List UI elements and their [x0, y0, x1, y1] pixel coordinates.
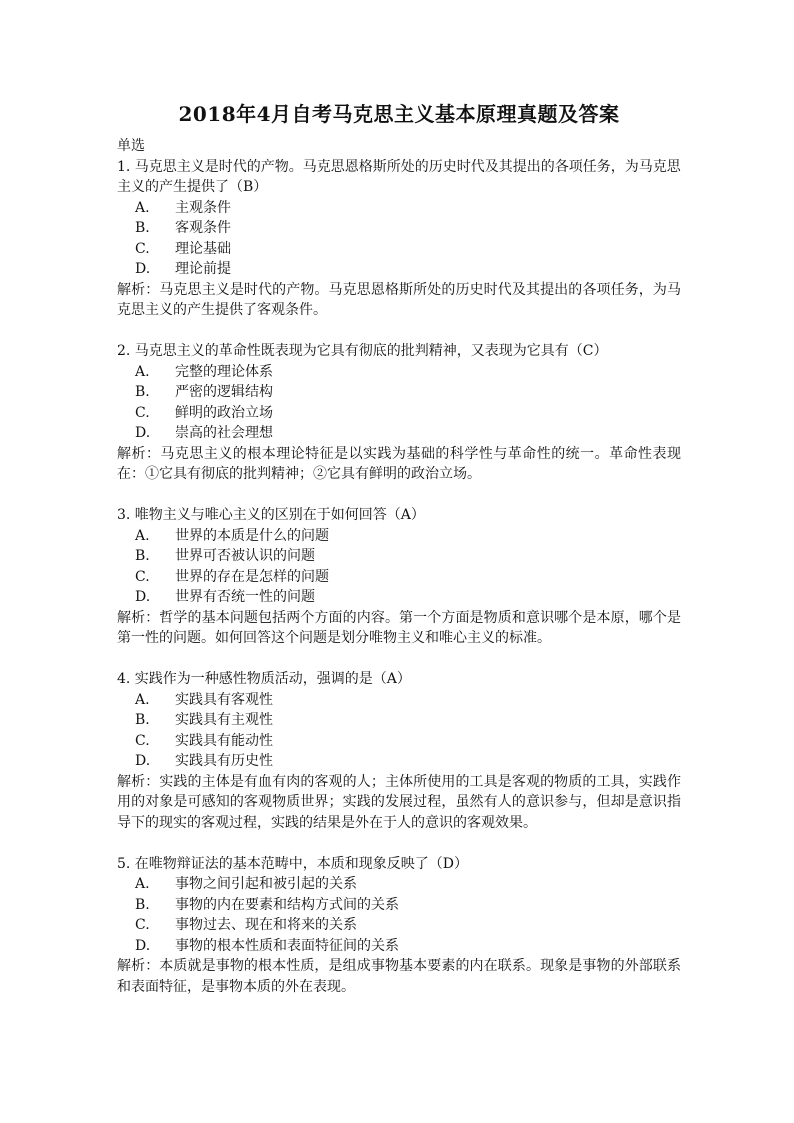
option-text: 严密的逻辑结构: [175, 384, 273, 400]
option-letter: A.: [135, 199, 150, 216]
option-letter: C.: [135, 917, 150, 933]
option-letter: D.: [135, 425, 151, 441]
option-letter: A.: [135, 691, 150, 708]
option-row: [117, 403, 681, 424]
option-row: [117, 382, 681, 403]
option-row: [117, 874, 681, 895]
option-row: [117, 731, 681, 752]
document-title: 2018年4月自考马克思主义基本原理真题及答案: [178, 102, 620, 126]
option-text: 鲜明的政治立场: [175, 404, 273, 421]
option-row: [117, 567, 681, 588]
option-row: [117, 218, 681, 239]
option-text: 实践具有主观性: [175, 712, 273, 728]
option-row: [117, 710, 681, 731]
option-row: [117, 259, 681, 280]
option-letter: A.: [135, 527, 150, 544]
option-row: [117, 423, 681, 444]
question-stem: 3. 唯物主义与唯心主义的区别在于如何回答（A）: [117, 507, 425, 523]
option-text: 主观条件: [175, 199, 231, 216]
question-item: [117, 505, 681, 649]
question-item: [117, 157, 681, 321]
question-stem: 4. 实践作为一种感性物质活动，强调的是（A）: [117, 671, 411, 687]
option-letter: D.: [135, 753, 151, 769]
option-text: 事物的内在要素和结构方式间的关系: [175, 896, 399, 913]
option-text: 完整的理论体系: [175, 363, 273, 380]
option-text: 实践具有历史性: [175, 753, 273, 769]
option-row: [117, 239, 681, 260]
document-page: [117, 100, 681, 1018]
option-text: 理论前提: [175, 261, 231, 277]
answer-analysis: 解析：实践的主体是有血有肉的客观的人；主体所使用的工具是客观的物质的工具，实践作用的对象是可感知的客观物质世界；实践的发展过程，虽然有人的意识参与，但却是意识指导下的现实的客观过程，实践的结果是外在于人的意识的客观效果。: [117, 773, 681, 831]
question-item: [117, 669, 681, 833]
option-text: 崇高的社会理想: [175, 425, 273, 441]
option-text: 理论基础: [175, 240, 231, 257]
option-letter: B.: [135, 712, 150, 728]
option-row: [117, 587, 681, 608]
option-text: 实践具有客观性: [175, 691, 273, 708]
option-row: [117, 915, 681, 936]
option-text: 世界可否被认识的问题: [175, 548, 315, 564]
option-row: [117, 546, 681, 567]
option-letter: B.: [135, 220, 150, 236]
option-letter: C.: [135, 240, 150, 257]
answer-analysis: 解析：马克思主义是时代的产物。马克思恩格斯所处的历史时代及其提出的各项任务，为马克思主义的产生提供了客观条件。: [117, 281, 681, 318]
option-row: [117, 198, 681, 219]
option-row: [117, 895, 681, 916]
option-letter: D.: [135, 589, 151, 605]
option-text: 世界的存在是怎样的问题: [175, 568, 329, 585]
option-letter: A.: [135, 876, 150, 892]
option-row: [117, 936, 681, 957]
question-stem: 2. 马克思主义的革命性既表现为它具有彻底的批判精神，又表现为它具有（C）: [117, 343, 608, 359]
option-row: [117, 362, 681, 383]
option-text: 实践具有能动性: [175, 732, 273, 749]
option-letter: B.: [135, 896, 150, 913]
option-row: [117, 526, 681, 547]
answer-analysis: 解析：马克思主义的根本理论特征是以实践为基础的科学性与革命性的统一。革命性表现在：①它具有彻底的批判精神；②它具有鲜明的政治立场。: [117, 445, 681, 482]
option-letter: B.: [135, 548, 150, 564]
option-text: 事物的根本性质和表面特征间的关系: [175, 937, 399, 954]
option-text: 事物之间引起和被引起的关系: [175, 876, 357, 892]
option-row: [117, 690, 681, 711]
question-item: [117, 854, 681, 998]
option-letter: D.: [135, 261, 151, 277]
option-row: [117, 751, 681, 772]
option-letter: D.: [135, 937, 151, 954]
option-text: 世界有否统一性的问题: [175, 589, 315, 605]
option-letter: C.: [135, 732, 150, 749]
answer-analysis: 解析：本质就是事物的根本性质，是组成事物基本要素的内在联系。现象是事物的外部联系和表面特征，是事物本质的外在表现。: [117, 958, 681, 995]
option-letter: C.: [135, 404, 150, 421]
option-letter: A.: [135, 363, 150, 380]
option-text: 事物过去、现在和将来的关系: [175, 917, 357, 933]
question-stem: 5. 在唯物辩证法的基本范畴中，本质和现象反映了（D）: [117, 855, 469, 872]
question-item: [117, 341, 681, 485]
option-text: 世界的本质是什么的问题: [175, 527, 329, 544]
question-list: [117, 157, 681, 998]
section-label: 单选: [117, 138, 145, 154]
option-text: 客观条件: [175, 220, 231, 236]
option-letter: B.: [135, 384, 150, 400]
option-letter: C.: [135, 568, 150, 585]
answer-analysis: 解析：哲学的基本问题包括两个方面的内容。第一个方面是物质和意识哪个是本原，哪个是第一性的问题。如何回答这个问题是划分唯物主义和唯心主义的标准。: [117, 609, 681, 646]
question-stem: 1. 马克思主义是时代的产物。马克思恩格斯所处的历史时代及其提出的各项任务，为马克思主义的产生提供了（B）: [117, 158, 681, 195]
